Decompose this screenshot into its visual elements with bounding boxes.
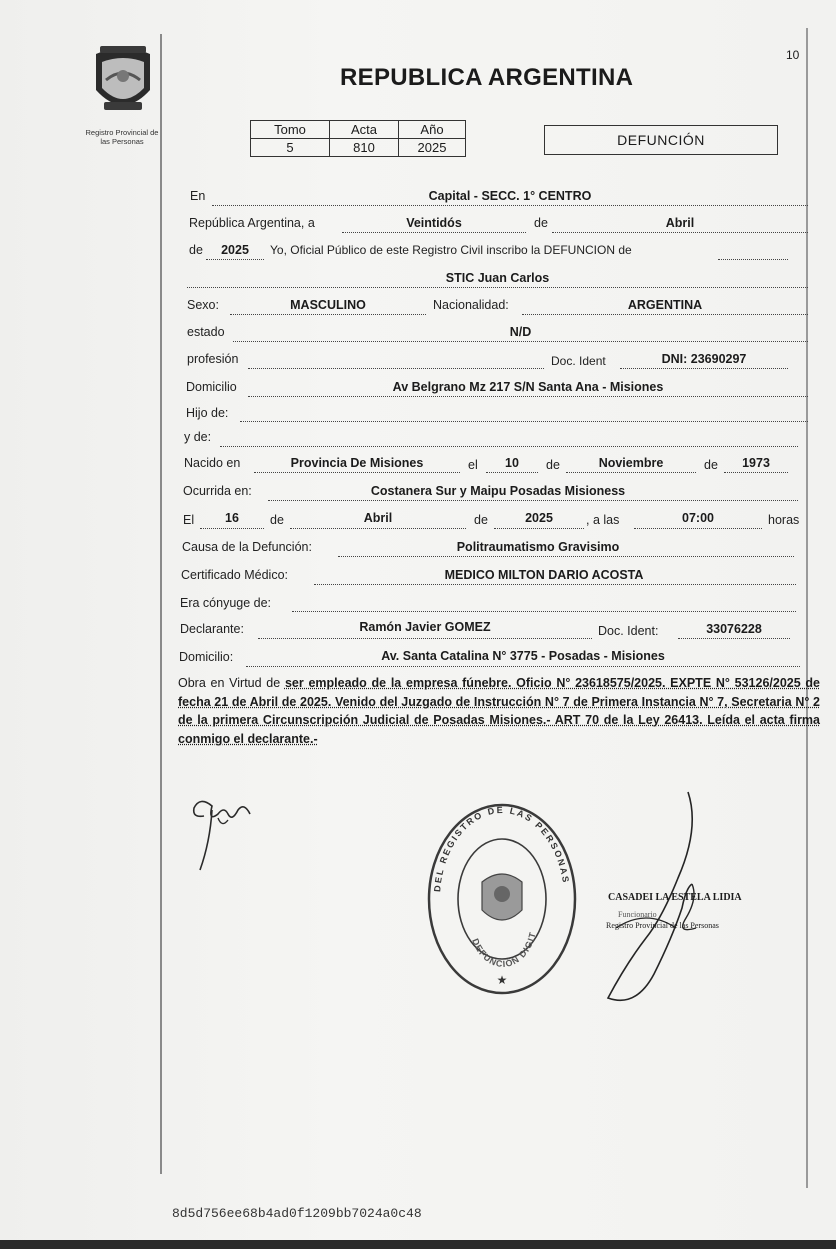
act-type-box: DEFUNCIÓN (544, 125, 778, 155)
cert-value: MEDICO MILTON DARIO ACOSTA (444, 568, 644, 582)
profesion-dots (248, 368, 544, 369)
causa-label: Causa de la Defunción: (182, 540, 312, 554)
sexo-label: Sexo: (187, 298, 219, 312)
nac-dia-value: 10 (505, 456, 519, 470)
dia-value: Veintidós (406, 216, 462, 230)
official-name: CASADEI LA ESTELA LIDIA (608, 892, 742, 903)
alas-label: , a las (586, 513, 620, 527)
cert-label: Certificado Médico: (181, 568, 288, 582)
ocurrida-value: Costanera Sur y Maipu Posadas Misioness (370, 484, 626, 498)
nac-mes-dots (566, 472, 696, 473)
causa-value: Politraumatismo Gravisimo (456, 540, 620, 554)
republica-label: República Argentina, a (189, 216, 315, 230)
header-acta: Acta (330, 121, 399, 139)
nacido-label: Nacido en (184, 456, 241, 470)
cert-dots (314, 584, 796, 585)
en-dots (212, 205, 808, 206)
fall-mes-value: Abril (363, 511, 393, 525)
deceased-name: STIC Juan Carlos (445, 271, 550, 285)
declarant-signature (188, 792, 258, 881)
fall-anio-dots (494, 528, 584, 529)
doc2-label: Doc. Ident: (598, 624, 659, 638)
dia-dots (342, 232, 526, 233)
nacido-dots (254, 472, 460, 473)
nac-mes-value: Noviembre (598, 456, 664, 470)
hora-dots (634, 528, 762, 529)
hora-value: 07:00 (682, 511, 714, 525)
fall-anio-value: 2025 (525, 511, 553, 525)
causa-dots (338, 556, 794, 557)
oficial-text: Yo, Oficial Público de este Registro Civil inscribo la DEFUNCION de (270, 243, 632, 257)
value-tomo: 5 (251, 139, 330, 157)
header-anio: Año (399, 121, 466, 139)
header-tomo: Tomo (251, 121, 330, 139)
doc-value: DNI: 23690297 (661, 352, 747, 366)
org-name (60, 128, 184, 146)
dom2-label: Domicilio: (179, 650, 234, 664)
nac-dia-dots (486, 472, 538, 473)
dom2-dots (246, 666, 800, 667)
year-prefix: de (189, 243, 203, 257)
conyuge-dots (292, 611, 796, 612)
fall-de-label-1: de (270, 513, 284, 527)
doc-label: Doc. Ident (551, 354, 606, 368)
fall-dia-dots (200, 528, 264, 529)
conyuge-label: Era cónyuge de: (180, 596, 272, 610)
name-dots (187, 287, 808, 288)
nac-anio-dots (724, 472, 788, 473)
document-title: REPUBLICA ARGENTINA (340, 64, 634, 91)
fall-el-label: El (183, 513, 195, 527)
oficial-dots (718, 259, 788, 260)
registry-seal (426, 802, 578, 1001)
nacionalidad-dots (522, 314, 808, 315)
obra-label: Obra en Virtud de (178, 676, 281, 690)
year-value: 2025 (221, 243, 249, 257)
estado-value: N/D (509, 325, 532, 339)
horas-label: horas (768, 513, 800, 527)
nac-de-label-2: de (704, 458, 718, 472)
dom2-value: Av. Santa Catalina N° 3775 - Posadas - Misiones (381, 649, 665, 663)
nac-anio-value: 1973 (742, 456, 770, 470)
de-label: de (534, 216, 548, 230)
sexo-dots (230, 314, 426, 315)
hijo-label: Hijo de: (186, 406, 229, 420)
estado-dots (233, 341, 808, 342)
nac-de-label-1: de (546, 458, 560, 472)
fall-mes-dots (290, 528, 466, 529)
fall-dia-value: 16 (225, 511, 239, 525)
value-acta: 810 (330, 139, 399, 157)
page-number: 10 (786, 48, 800, 62)
org-line-1: Registro Provincial de (85, 128, 159, 137)
domicilio-dots (248, 396, 808, 397)
nacido-value: Provincia De Misiones (290, 456, 424, 470)
sexo-value: MASCULINO (290, 298, 366, 312)
nacionalidad-label: Nacionalidad: (433, 298, 509, 312)
left-margin-line (160, 34, 162, 1174)
scan-edge (0, 1240, 836, 1249)
domicilio-label: Domicilio (186, 380, 237, 394)
org-line-2: las Personas (100, 137, 144, 146)
seal-text-outer: DEL REGISTRO DE LAS PERSONAS (432, 804, 572, 893)
mes-value: Abril (665, 216, 695, 230)
en-value: Capital - SECC. 1° CENTRO (428, 189, 592, 203)
obra-paragraph (178, 674, 820, 748)
yde-dots (220, 446, 798, 447)
province-logo (88, 40, 158, 125)
year-dots (206, 259, 264, 260)
obra-value: ser empleado de la empresa fúnebre. Oficio N° 23618575/2025. EXPTE N° 53126/2025 de fecha 21 de Abril de 2025. Venido del Juzgado de Instrucción N° 7 de Primera Instancia N° 7, Secretaria N° 2 de la primera Circunscripción Judicial de Posadas Misiones.- ART 70 de la Ley 26413. Leída el acta firma conmigo el declarante.- (178, 676, 820, 746)
yde-label: y de: (184, 430, 212, 444)
document-hash: 8d5d756ee68b4ad0f1209bb7024a0c48 (172, 1206, 422, 1221)
ocurrida-dots (268, 500, 798, 501)
svg-text:★: ★ (496, 973, 508, 987)
doc-dots (620, 368, 788, 369)
hijo-dots (240, 421, 808, 422)
declarante-value: Ramón Javier GOMEZ (359, 620, 491, 634)
nac-el-label: el (468, 458, 478, 472)
fall-de-label-2: de (474, 513, 488, 527)
official-role: Funcionario (618, 910, 657, 919)
value-anio: 2025 (399, 139, 466, 157)
doc2-value: 33076228 (706, 622, 762, 636)
mes-dots (552, 232, 808, 233)
en-label: En (190, 189, 206, 203)
registry-table (250, 120, 466, 157)
declarante-label: Declarante: (180, 622, 244, 636)
official-office: Registro Provincial de las Personas (606, 921, 719, 930)
seal-text-inner: DEFUNCIÓN DIGIT (470, 931, 538, 970)
domicilio-value: Av Belgrano Mz 217 S/N Santa Ana - Misiones (392, 380, 664, 394)
doc2-dots (678, 638, 790, 639)
estado-label: estado (187, 325, 225, 339)
profesion-label: profesión (187, 352, 239, 366)
declarante-dots (258, 638, 592, 639)
nacionalidad-value: ARGENTINA (627, 298, 703, 312)
ocurrida-label: Ocurrida en: (183, 484, 252, 498)
